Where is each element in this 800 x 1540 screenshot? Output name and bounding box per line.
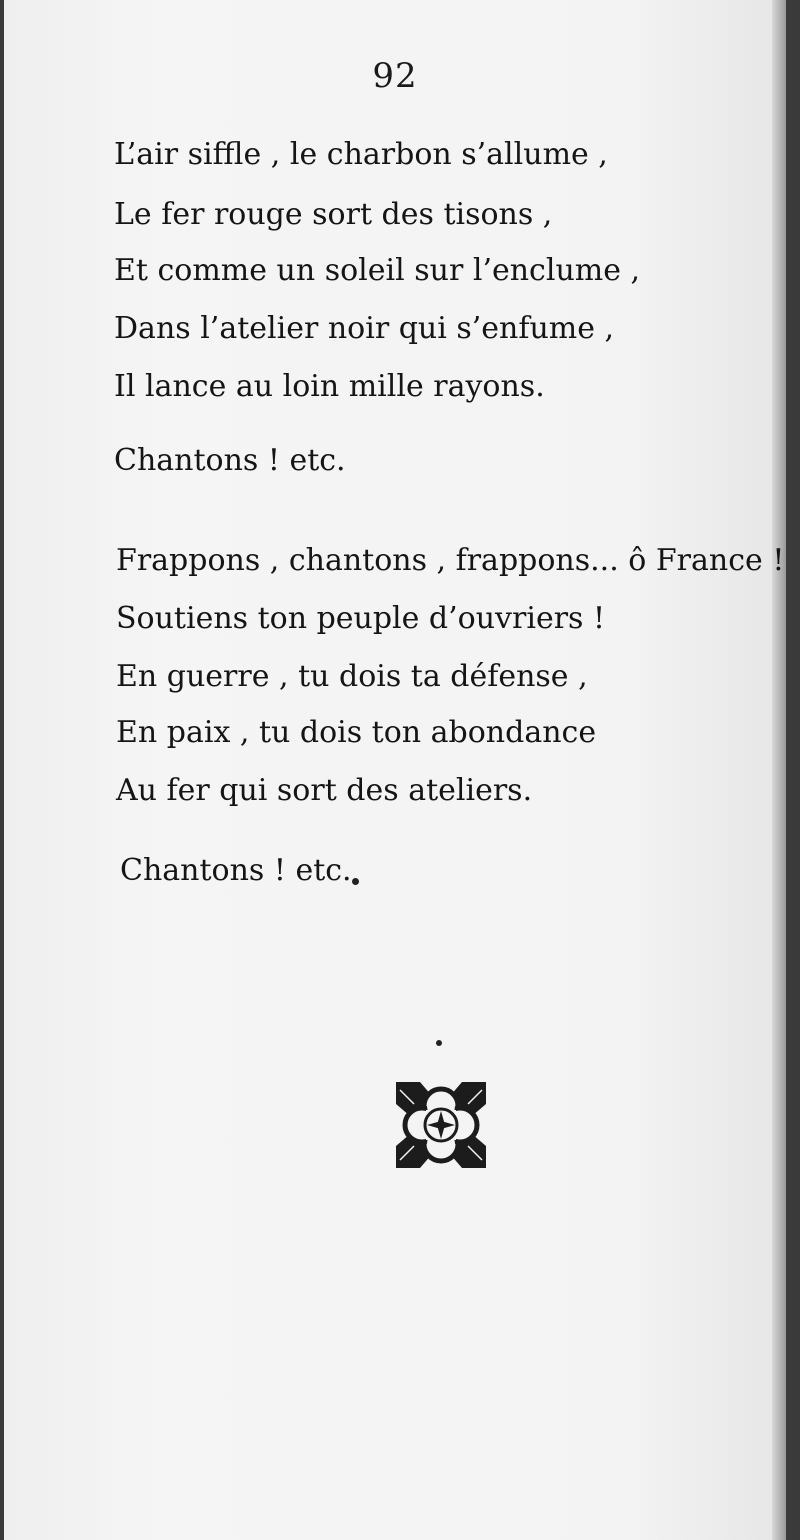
page-edge xyxy=(772,0,786,1540)
ink-speck xyxy=(352,878,359,885)
quatrefoil-ornament-icon xyxy=(396,1082,486,1168)
verse-line: Soutiens ton peuple d’ouvriers ! xyxy=(116,601,606,636)
verse-line: Frappons , chantons , frappons... ô France ! xyxy=(116,543,785,578)
verse-line: Il lance au loin mille rayons. xyxy=(114,369,545,404)
verse-line: L’air siffle , le charbon s’allume , xyxy=(114,137,608,172)
refrain-line: Chantons ! etc. xyxy=(114,443,346,478)
page-number: 92 xyxy=(372,56,418,96)
book-page xyxy=(4,0,786,1540)
verse-line: Le fer rouge sort des tisons , xyxy=(114,197,553,232)
ink-speck xyxy=(436,1040,442,1046)
verse-line: En guerre , tu dois ta défense , xyxy=(116,659,588,694)
refrain-line: Chantons ! etc. xyxy=(120,853,352,888)
verse-line: Au fer qui sort des ateliers. xyxy=(116,773,533,808)
verse-line: En paix , tu dois ton abondance xyxy=(116,715,597,750)
verse-line: Dans l’atelier noir qui s’enfume , xyxy=(114,311,615,346)
verse-line: Et comme un soleil sur l’enclume , xyxy=(114,253,641,288)
